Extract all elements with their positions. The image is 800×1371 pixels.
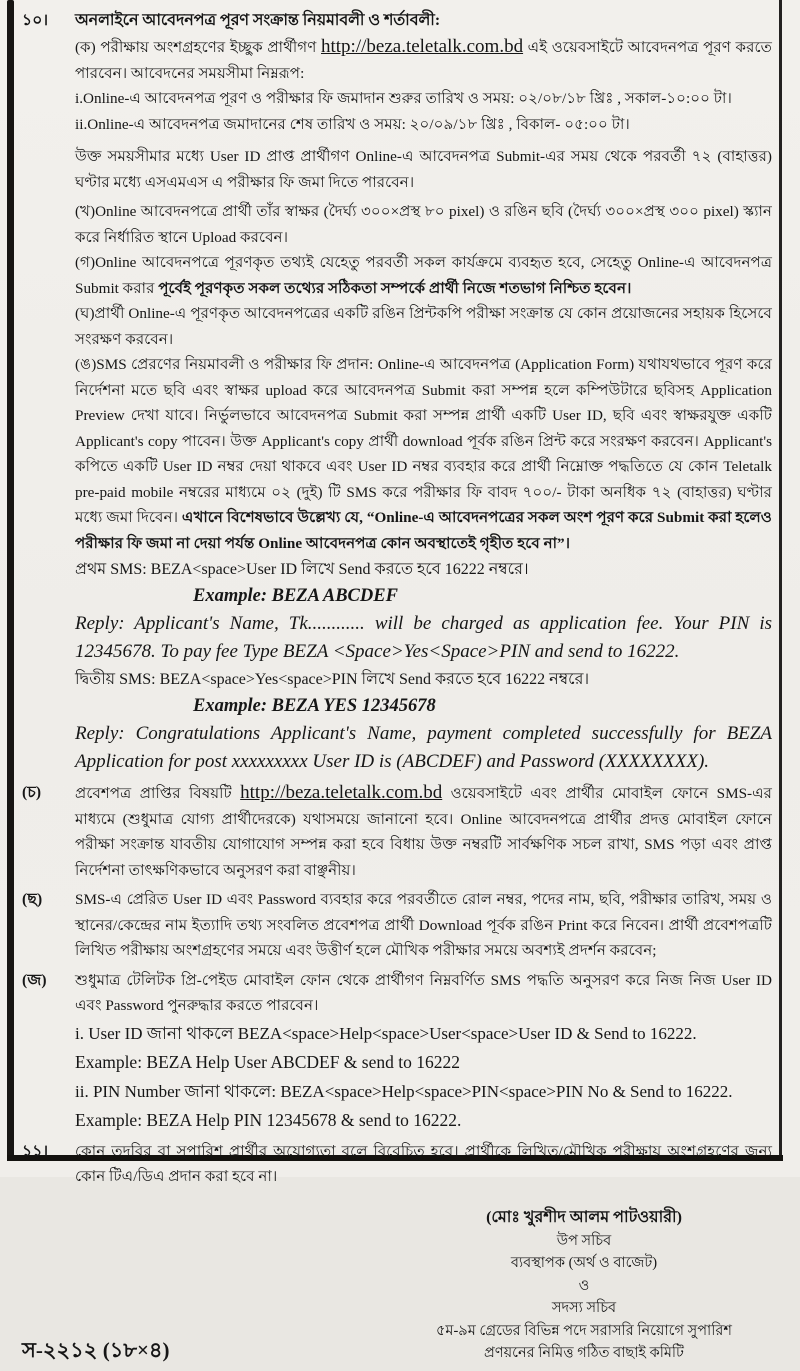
document-content <box>22 4 772 1371</box>
para-cha-after: ওয়েবসাইটে এবং প্রার্থীর মোবাইল ফোনে SMS-এর মাধ্যমে (শুধুমাত্র যোগ্য প্রার্থীদেরকে) যথাসময়ে জানানো হবে। Online আবেদনপত্রে প্রার্থীর প্রদত্ত মোবাইল ফোনে পরীক্ষা সংক্রান্ত যাবতীয় যোগাযোগ সম্পন্ন করা হবে বিধায় উক্ত নম্বরটি সার্বক্ষণিক সচল রাখা, SMS পড়া এবং প্রাপ্ত নির্দেশনা তাৎক্ষণিকভাবে অনুসরণ করা বাঞ্ছনীয়। <box>75 785 772 879</box>
recovery-userid-line: i. User ID জানা থাকলে BEZA<space>Help<space>User<space>User ID & Send to 16222. <box>75 1023 697 1043</box>
example-1-line: Example: BEZA ABCDEF <box>193 586 398 606</box>
reply-2-line: Reply: Congratulations Applicant's Name, payment completed successfully for BEZA Application for post xxxxxxxxx User ID is (ABCDEF) and Password (XXXXXXXX). <box>75 723 772 772</box>
item-11-number: ১১। <box>22 1142 49 1160</box>
para-chha-download-print: SMS-এ প্রেরিত User ID এবং Password ব্যবহার করে পরবর্তীতে রোল নম্বর, পদের নাম, ছবি, পরীক্ষার তারিখ, সময় ও স্থানের/কেন্দ্রের নাম ইত্যাদি তথ্য সংবলিত প্রবেশপত্র প্রার্থী Download পূর্বক রঙিন Print করে নিবেন। প্রার্থী প্রবেশপত্রটি লিখিত পরীক্ষায় অংশগ্রহণের সময়ে এবং উত্তীর্ণ হলে মৌখিক পরীক্ষার সময়ে অবশ্যই প্রদর্শন করবেন; <box>75 891 772 959</box>
item-ja <box>22 968 772 1135</box>
item-10 <box>22 8 772 776</box>
application-start-date-line: i.Online-এ আবেদনপত্র পূরণ ও পরীক্ষার ফি জমাদান শুরুর তারিখ ও সময়: ০২/০৮/১৮ খ্রিঃ , সকাল-১০:০০ টা। <box>75 90 732 107</box>
website-url: http://beza.teletalk.com.bd <box>321 36 524 57</box>
reply-1-line: Reply: Applicant's Name, Tk............ will be charged as application fee. Your PIN is 12345678. To pay fee Type BEZA <Space>Yes<Space>PIN and send to 16222. <box>75 613 772 662</box>
item-11 <box>22 1139 772 1190</box>
para-uma-normal: (ঙ)SMS প্রেরণের নিয়মাবলী ও পরীক্ষার ফি প্রদান: Online-এ আবেদনপত্র (Application Form) যথাযথভাবে পূরণ করে নির্দেশনা মতে ছবি এবং স্বাক্ষর upload করে আবেদনপত্র Submit করা সম্পন্ন হলে কম্পিউটারে ছবিসহ Application Preview দেখা যাবে। নির্ভুলভাবে আবেদনপত্র Submit করা সম্পন্ন প্রার্থী একটি User ID, ছবি এবং স্বাক্ষরযুক্ত একটি Applicant's copy পাবেন। উক্ত Applicant's copy প্রার্থী download পূর্বক রঙিন প্রিন্ট করে সংরক্ষণ করবেন। Applicant's কপিতে একটি User ID নম্বর দেয়া থাকবে এবং User ID নম্বর ব্যবহার করে প্রার্থী নিম্নোক্ত পদ্ধতিতে যে কোন Teletalk pre-paid mobile নম্বরের মাধ্যমে ০২ (দুই) টি SMS করে পরীক্ষার ফি বাবদ ৭০০/- টাকা অনধিক ৭২ (বাহাত্তর) ঘণ্টার মধ্যে জমা দিবেন। <box>75 356 772 526</box>
signatory-title-3: সদস্য সচিব <box>551 1300 617 1316</box>
para-11-no-ta-da: কোন তদবির বা সুপারিশ প্রার্থীর অযোগ্যতা বলে বিবেচিত হবে। প্রার্থীকে লিখিত/মৌখিক পরীক্ষায় অংশগ্রহণের জন্য কোন টিএ/ডিএ প্রদান করা হবে না। <box>75 1142 772 1185</box>
para-uma-bold: এখানে বিশেষভাবে উল্লেখ্য যে, “Online-এ আবেদনপত্রের সকল অংশ পূরণ করে Submit করা হলেও পরীক্ষার ফি জমা না দেয়া পর্যন্ত Online আবেদনপত্র কোন অবস্থাতেই গৃহীত হবে না”। <box>75 509 772 552</box>
signatory-name: (মোঃ খুরশীদ আলম পাটওয়ারী) <box>486 1208 682 1226</box>
item-cha <box>22 780 772 883</box>
signatory-and: ও <box>578 1277 590 1294</box>
example-2-line: Example: BEZA YES 12345678 <box>193 696 436 716</box>
signatory-title-1: উপ সচিব <box>556 1232 612 1249</box>
item-ja-marker: (জ) <box>22 971 47 989</box>
website-url-2: http://beza.teletalk.com.bd <box>240 782 443 803</box>
para-uma-sms-rules <box>75 352 772 556</box>
item-10-number: ১০। <box>22 12 49 29</box>
signature-block <box>408 1206 760 1365</box>
recovery-pin-example: Example: BEZA Help PIN 12345678 & send to 16222. <box>75 1109 462 1130</box>
para-ka <box>75 34 772 86</box>
para-cha-before: প্রবেশপত্র প্রাপ্তির বিষয়টি <box>75 785 241 802</box>
recovery-userid-example: Example: BEZA Help User ABCDEF & send to 16222 <box>75 1051 460 1072</box>
item-chha <box>22 887 772 964</box>
print-code: স-২২১২ (১৮×৪) <box>22 1337 170 1362</box>
page-left-border <box>7 0 14 1160</box>
item-chha-marker: (ছ) <box>22 891 43 908</box>
para-ja-recovery: শুধুমাত্র টেলিটক প্রি-পেইড মোবাইল ফোন থেকে প্রার্থীগণ নিম্নবর্ণিত SMS পদ্ধতি অনুসরণ করে নিজ নিজ User ID এবং Password পুনরুদ্ধার করতে পারবেন। <box>75 971 772 1014</box>
committee-line-1: ৫ম-৯ম গ্রেডের বিভিন্ন পদে সরাসরি নিয়োগে সুপারিশ <box>436 1322 732 1339</box>
page-right-border <box>779 0 782 1157</box>
signatory-title-2: ব্যবস্থাপক (অর্থ ও বাজেট) <box>510 1255 658 1271</box>
committee-line-2: প্রণয়নের নিমিত্ত গঠিত বাছাই কমিটি <box>484 1345 684 1361</box>
second-sms-line: দ্বিতীয় SMS: BEZA<space>Yes<space>PIN লিখে Send করতে হবে 16222 নম্বরে। <box>75 671 590 688</box>
para-ka-text-before: (ক) পরীক্ষায় অংশগ্রহণের ইচ্ছুক প্রার্থীগণ <box>75 39 321 56</box>
para-ka-text-after: এই ওয়েবসাইটে আবেদনপত্র পূরণ করতে পারবেন। আবেদনের সময়সীমা নিম্নরূপ: <box>75 39 772 82</box>
para-cha-admit-card <box>75 780 772 883</box>
item-cha-marker: (চ) <box>22 784 42 801</box>
section-10-title: অনলাইনে আবেদনপত্র পূরণ সংক্রান্ত নিয়মাবলী ও শর্তাবলী: <box>75 12 441 29</box>
para-gha-printcopy: (ঘ)প্রার্থী Online-এ পূরণকৃত আবেদনপত্রের একটি রঙিন প্রিন্টকপি পরীক্ষা সংক্রান্ত যে কোন প্রয়োজনের সহায়ক হিসেবে সংরক্ষণ করবেন। <box>75 305 772 348</box>
para-ga-bold: পূর্বেই পূরণকৃত সকল তথ্যের সঠিকতা সম্পর্কে প্রার্থী নিজে শতভাগ নিশ্চিত হবেন। <box>158 279 632 297</box>
recovery-pin-line: ii. PIN Number জানা থাকলে: BEZA<space>Help<space>PIN<space>PIN No & Send to 16222. <box>75 1081 733 1101</box>
para-kha-upload: (খ)Online আবেদনপত্রে প্রার্থী তাঁর স্বাক্ষর (দৈর্ঘ্য ৩০০×প্রস্থ ৮০ pixel) ও রঙিন ছবি (দৈর্ঘ্য ৩০০×প্রস্থ ৩০০ pixel) স্ক্যান করে নির্ধারিত স্থানে Upload করবেন। <box>75 203 772 246</box>
application-end-date-line: ii.Online-এ আবেদনপত্র জমাদানের শেষ তারিখ ও সময়: ২০/০৯/১৮ খ্রিঃ , বিকাল- ০৫:০০ টা। <box>75 115 630 133</box>
para-ga-normal: (গ)Online আবেদনপত্রে পূরণকৃত তথ্যই যেহেতু পরবর্তী সকল কার্যক্রমে ব্যবহৃত হবে, সেহেতু Online-এ আবেদনপত্র Submit করার <box>75 254 772 297</box>
para-ga-verify <box>75 250 772 301</box>
para-userid-fee-window: উক্ত সময়সীমার মধ্যে User ID প্রাপ্ত প্রার্থীগণ Online-এ আবেদনপত্র Submit-এর সময় থেকে পরবর্তী ৭২ (বাহাত্তর) ঘণ্টার মধ্যে এসএমএস এ পরীক্ষার ফি জমা দিতে পারবেন। <box>75 148 772 191</box>
footer-row <box>22 1206 772 1371</box>
first-sms-line: প্রথম SMS: BEZA<space>User ID লিখে Send করতে হবে 16222 নম্বরে। <box>75 561 529 578</box>
